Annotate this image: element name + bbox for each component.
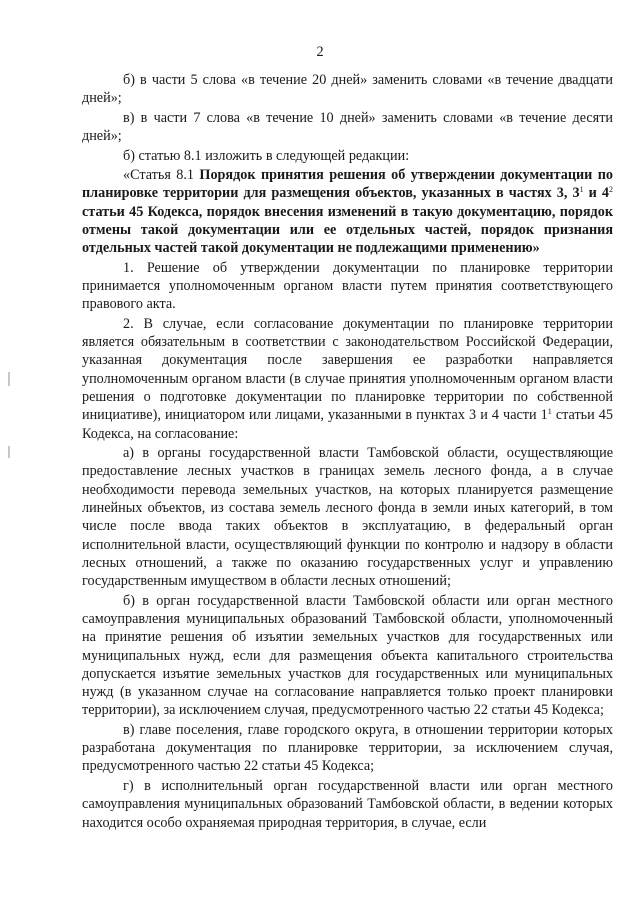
article-title-part: и 4	[583, 185, 609, 202]
superscript: 1	[579, 185, 584, 195]
paragraph: б) в части 5 слова «в течение 20 дней» заменить словами «в течение двадцати дней»;	[82, 72, 613, 107]
article-title-part: Порядок принятия решения об утверждении документации по планировке территории для размещения объектов, указанных в частях 3, 3	[82, 167, 614, 202]
paragraph: г) в исполнительный орган государственной власти или орган местного самоуправления муниципальных образований Тамбовской области, в ведении которых находится особо охраняемая природная территория, в случае, если	[82, 777, 613, 831]
scan-margin-mark	[8, 446, 10, 458]
paragraph: б) в орган государственной власти Тамбовской области или орган местного самоуправления муниципальных образований Тамбовской области, уполномоченный на принятие решения об изъятии земельных участков для государственных или муниципальных нужд, если для размещения объекта капитального строительства допускается изъятие земельных участков для государственных или муниципальных нужд (в указанном случае на согласование направляется только проект планировки территории), за исключением случая, предусмотренного частью 22 статьи 45 Кодекса;	[82, 592, 613, 719]
paragraph: б) статью 8.1 изложить в следующей редакции:	[123, 147, 410, 164]
paragraph: 1. Решение об утверждении документации по планировке территории принимается уполномоченным органом власти путем принятия соответствующего правового акта.	[82, 259, 613, 313]
paragraph: в) главе поселения, главе городского округа, в отношении территории которых разработана документация по планировке территории, за исключением случая, предусмотренного частью 22 статьи 45 Кодекса;	[82, 721, 613, 775]
superscript: 1	[547, 407, 552, 417]
page-number: 2	[316, 44, 324, 60]
paragraph-text: 2. В случае, если согласование документации по планировке территории является обязательным в соответствии с законодательством Российской Федерации, указанная документация после завершения ее разработки направляется уполномоченным органом власти (в случае принятия уполномоченным органом власти решения о подготовке документации по планировке территории по собственной инициативе), инициатором или лицами, указанными в пунктах 3 и 4 части 1	[82, 315, 613, 424]
article-heading	[82, 166, 613, 257]
article-title-part: статьи 45 Кодекса, порядок внесения изменений в такую документацию, порядок отмены такой документации или ее отдельных частей, порядок признания отдельных частей такой документации не подлежащими применению»	[82, 203, 613, 257]
paragraph-text: статьи 45 Кодекса, на согласование:	[82, 407, 613, 442]
document-body	[82, 71, 613, 833]
superscript: 2	[608, 185, 613, 195]
paragraph: а) в органы государственной власти Тамбовской области, осуществляющие предоставление лесных участков в границах земель лесного фонда, а в случае необходимости перевода земельных участков, на которых планируется размещение линейных объектов, из состава земель лесного фонда в земли иных категорий, в том числе после ввода таких объектов в эксплуатацию, в федеральный орган исполнительной власти, осуществляющий функции по контролю и надзору в области лесных отношений, а также по оказанию государственных услуг и управлению государственным имуществом в области лесных отношений;	[82, 445, 613, 590]
article-prefix: «Статья 8.1	[123, 167, 200, 184]
paragraph: в) в части 7 слова «в течение 10 дней» заменить словами «в течение десяти дней»;	[82, 109, 613, 145]
paragraph	[82, 315, 613, 443]
scan-margin-mark	[8, 372, 10, 386]
